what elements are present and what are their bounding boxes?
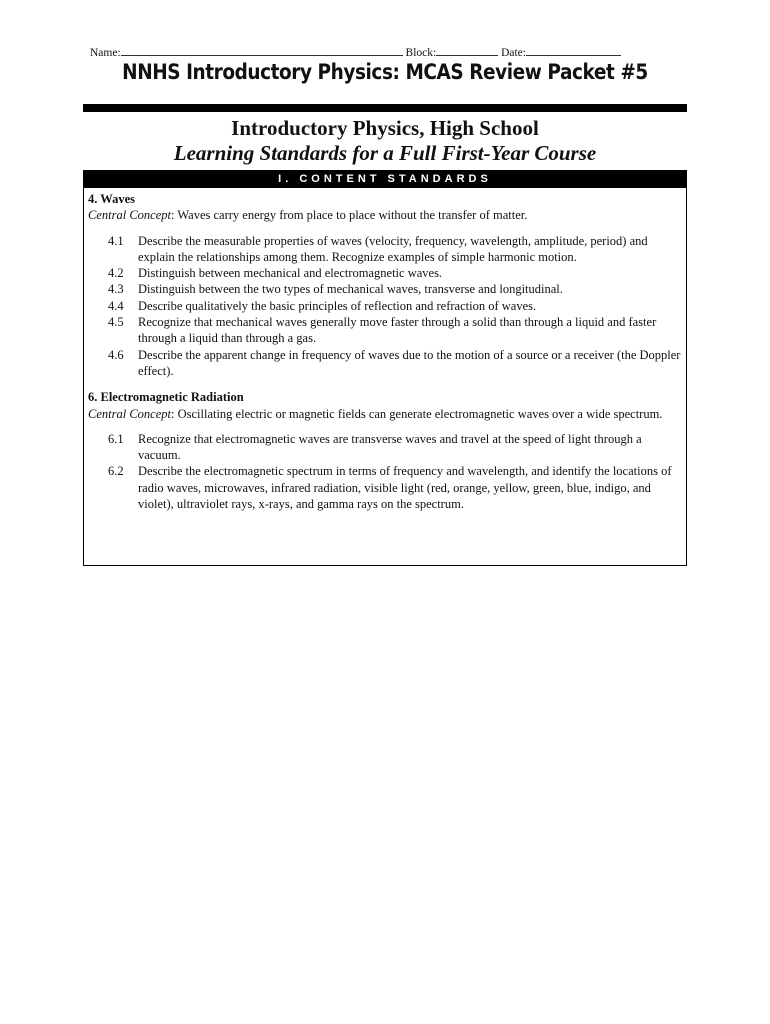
list-item [108,265,682,281]
block-label: Block: [405,47,437,59]
item-text: Describe the electromagnetic spectrum in terms of frequency and wavelength, and identify the locations of radio waves, microwaves, infrared radiation, visible light (red, orange, yellow, green, blue, indigo, and violet), ultraviolet rays, x-rays, and gamma rays on the spectrum. [138,464,672,512]
divider [83,104,687,112]
date-label: Date: [501,47,526,59]
item-number: 4.2 [108,266,124,281]
section-title: 4. Waves [88,192,135,206]
list-item [108,431,682,464]
concept-label: Central Concept [88,406,171,421]
standards-box [83,170,687,566]
name-label: Name: [90,47,121,59]
page-subheading: Learning Standards for a Full First-Year Course [173,141,597,165]
item-text: Recognize that electromagnetic waves are transverse waves and travel at the speed of light through a vacuum. [138,431,642,463]
item-number: 4.3 [108,282,124,297]
item-text: Distinguish between the two types of mechanical waves, transverse and longitudinal. [138,282,563,297]
item-number: 6.1 [108,431,124,446]
item-text: Distinguish between mechanical and electromagnetic waves. [138,266,443,281]
item-number: 4.6 [108,347,124,362]
section-electromagnetic-radiation [88,389,682,512]
item-text: Recognize that mechanical waves generally move faster through a solid than through a liquid and faster through a liquid than through a gas. [138,315,657,346]
central-concept [88,207,682,223]
concept-text: : Oscillating electric or magnetic fields can generate electromagnetic waves over a wide spectrum. [170,406,663,421]
block-field[interactable] [436,45,498,56]
list-item [108,463,682,512]
list-item [108,314,682,347]
item-number: 4.4 [108,298,124,313]
list-item [108,233,682,266]
item-number: 4.1 [108,233,124,248]
concept-label: Central Concept [88,208,171,223]
section-title: 6. Electromagnetic Radiation [88,390,244,405]
name-field[interactable] [121,45,403,56]
date-field[interactable] [526,45,621,56]
item-text: Describe the measurable properties of waves (velocity, frequency, wavelength, amplitude, period) and explain the relationships among them. Recognize examples of simple harmonic motion. [138,233,648,264]
section-waves [88,191,682,379]
concept-text: : Waves carry energy from place to place without the transfer of matter. [170,208,528,223]
box-title: I. CONTENT STANDARDS [84,171,686,188]
page-heading: Introductory Physics, High School [231,116,539,140]
list-item [108,298,682,314]
item-number: 4.5 [108,315,124,330]
item-number: 6.2 [108,464,124,479]
item-text: Describe qualitatively the basic principles of reflection and refraction of waves. [138,298,537,313]
list-item [108,347,682,380]
item-text: Describe the apparent change in frequency of waves due to the motion of a source or a receiver (the Doppler effect). [138,347,681,378]
central-concept [88,406,682,422]
list-item [108,281,682,297]
student-info-line [90,45,650,59]
packet-title: NNHS Introductory Physics: MCAS Review Packet #5 [122,60,648,84]
